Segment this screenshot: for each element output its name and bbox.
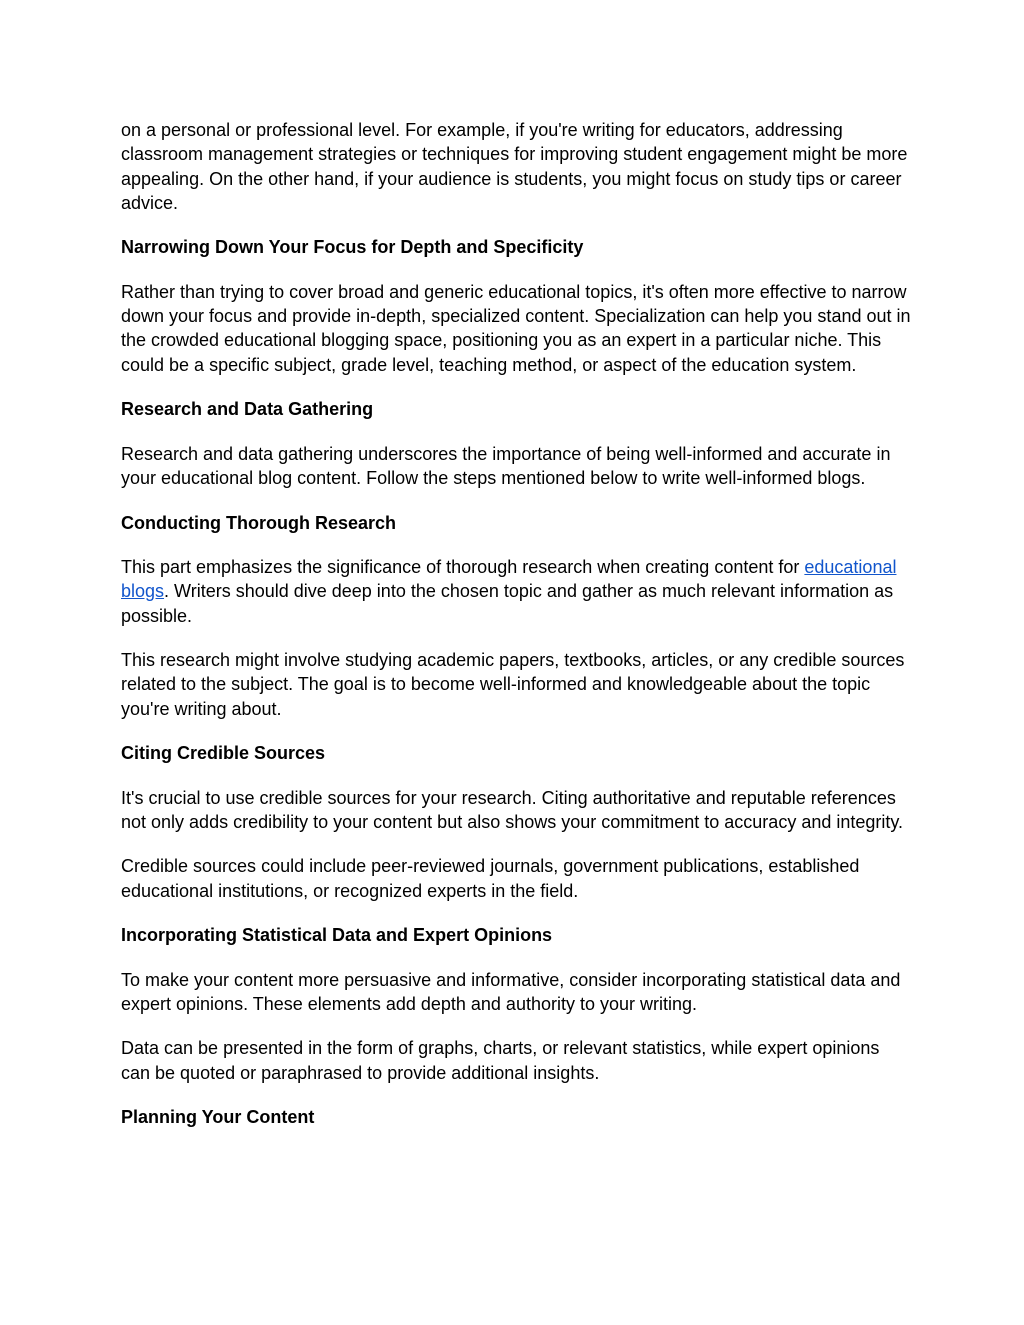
heading-thorough-research: Conducting Thorough Research	[121, 512, 397, 533]
paragraph-persuasive-content: To make your content more persuasive and informative, consider incorporating statistical data and expert opinions. These elements add depth and authority to your writing.	[121, 969, 901, 1014]
paragraph-thorough-research	[121, 555, 911, 628]
paragraph-credible-sources: It's crucial to use credible sources for your research. Citing authoritative and reputable references not only adds credibility to your content but also shows your commitment to accuracy and integrity.	[121, 787, 904, 832]
paragraph-source-examples: Credible sources could include peer-reviewed journals, government publications, established educational institutions, or recognized experts in the field.	[121, 856, 860, 901]
paragraph-research-sources: This research might involve studying academic papers, textbooks, articles, or any credible sources related to the subject. The goal is to become well-informed and knowledgeable about the topic you're writing about.	[121, 650, 905, 719]
paragraph-research-intro: Research and data gathering underscores the importance of being well-informed and accurate in your educational blog content. Follow the steps mentioned below to write well-informed blogs.	[121, 443, 891, 489]
paragraph-text-before-link: This part emphasizes the significance of thorough research when creating content for	[121, 556, 805, 577]
paragraph-audience-topics: on a personal or professional level. For example, if you're writing for educators, addressing classroom management strategies or techniques for improving student engagement might be more appealing. On the other hand, if your audience is students, you might focus on study tips or career advice.	[121, 120, 908, 213]
heading-citing-sources: Citing Credible Sources	[121, 743, 326, 764]
paragraph-text-after-link: . Writers should dive deep into the chosen topic and gather as much relevant information as possible.	[121, 581, 894, 626]
paragraph-data-presentation: Data can be presented in the form of graphs, charts, or relevant statistics, while expert opinions can be quoted or paraphrased to provide additional insights.	[121, 1038, 880, 1083]
paragraph-specialization: Rather than trying to cover broad and generic educational topics, it's often more effective to narrow down your focus and provide in-depth, specialized content. Specialization can help you stand out in the crowded educational blogging space, positioning you as an expert in a particular niche. This could be a specific subject, grade level, teaching method, or aspect of the education system.	[121, 281, 911, 375]
heading-statistical-data: Incorporating Statistical Data and Expert Opinions	[121, 925, 553, 946]
heading-planning-content: Planning Your Content	[121, 1107, 315, 1128]
educational-blogs-link[interactable]: educational blogs	[121, 556, 897, 602]
heading-narrowing-focus: Narrowing Down Your Focus for Depth and Specificity	[121, 237, 584, 258]
document-page	[121, 118, 911, 1150]
heading-research-data: Research and Data Gathering	[121, 399, 374, 420]
